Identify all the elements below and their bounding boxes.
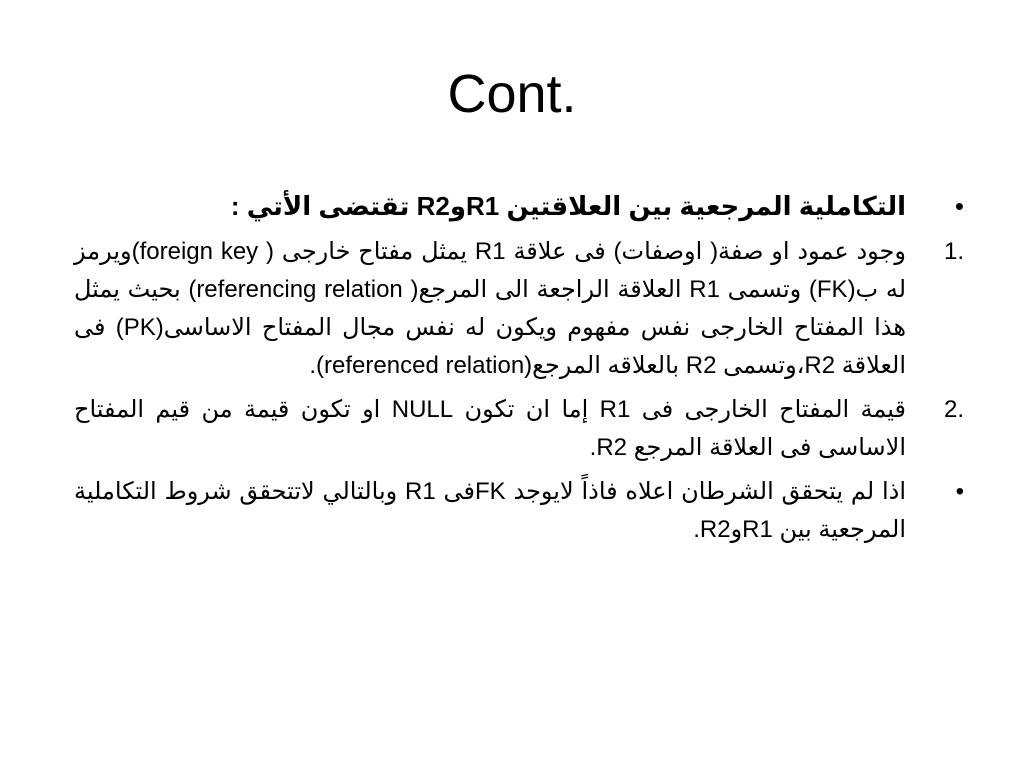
numbered-item-2 (74, 391, 964, 467)
bullet-text: اذا لم يتحقق الشرطان اعلاه فاذاً لايوجد FKفى R1 وبالتالي لاتتحقق شروط التكاملية المرجعية بين R1وR2. (74, 478, 906, 543)
numbered-item-1 (74, 233, 964, 385)
bullet-item-heading (74, 185, 964, 227)
number-marker: 2. (943, 396, 964, 423)
slide-content (74, 185, 964, 555)
slide-title: Cont. (447, 64, 577, 124)
numbered-item-text: وجود عمود او صفة( اوصفات) فى علاقة R1 يمثل مفتاح خارجى ( foreign key)ويرمز له ب(FK) وتسمى R1 العلاقة الراجعة الى المرجع( referencing relation) بحيث يمثل هذا المفتاح الخارجى نفس مفهوم ويكون له نفس مجال المفتاح الاساسى(PK) فى العلاقة R2،وتسمى R2 بالعلاقه المرجع(referenced relation). (74, 238, 907, 379)
number-marker: 1. (943, 238, 964, 265)
bullet-text: التكاملية المرجعية بين العلاقتين R1وR2 تقتضى الأتي : (230, 191, 906, 221)
numbered-item-text: قيمة المفتاح الخارجى فى R1 إما ان تكون NULL او تكون قيمة من قيم المفتاح الاساسى فى العلاقة المرجع R2. (74, 396, 906, 461)
bullet-marker: • (954, 191, 964, 221)
bullet-item-conclusion (74, 473, 964, 549)
bullet-marker: • (955, 478, 964, 505)
